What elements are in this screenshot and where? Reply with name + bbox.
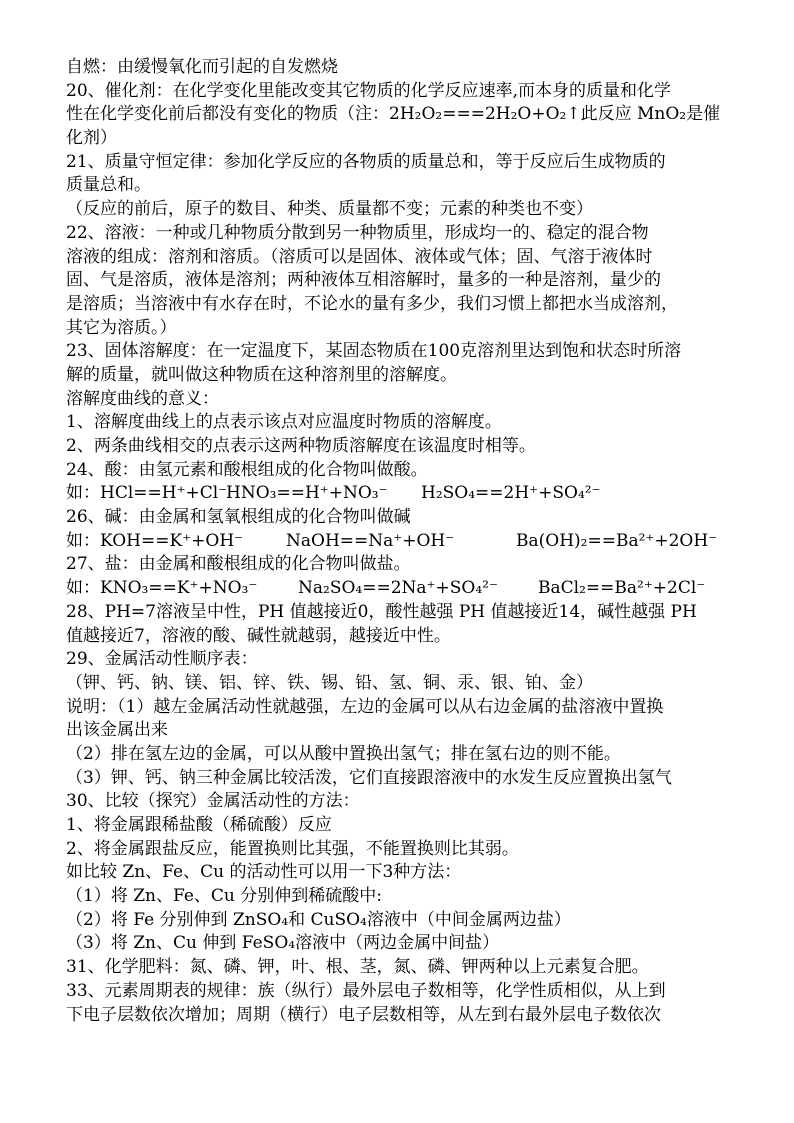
text-line: 值越接近7，溶液的酸、碱性就越弱，越接近中性。 bbox=[66, 625, 451, 646]
text-line: （3）钾、钙、钠三种金属比较活泼，它们直接跟溶液中的水发生反应置换出氢气 bbox=[66, 767, 672, 788]
text-line: 溶液的组成：溶剂和溶质。（溶质可以是固体、液体或气体；固、气溶于液体时 bbox=[66, 246, 653, 267]
ion-equation: NaOH==Na⁺+OH⁻ bbox=[286, 530, 455, 551]
text-line: 21、质量守恒定律：参加化学反应的各物质的质量总和，等于反应后生成物质的 bbox=[66, 151, 666, 172]
text-line: 出该金属出来 bbox=[66, 720, 168, 741]
document-page bbox=[66, 56, 738, 1027]
text-line: 2、将金属跟盐反应，能置换则比其强，不能置换则比其弱。 bbox=[66, 838, 519, 859]
text-line: 质量总和。 bbox=[66, 175, 151, 196]
text-line: 28、PH=7溶液呈中性，PH 值越接近0，酸性越强 PH 值越接近14，碱性越强 PH bbox=[66, 601, 697, 622]
base-ionization-examples bbox=[66, 530, 738, 554]
text-line: 解的质量，就叫做这种物质在这种溶剂里的溶解度。 bbox=[66, 364, 457, 385]
ion-equation: Ba(OH)₂==Ba²⁺+2OH⁻ bbox=[516, 530, 718, 551]
text-line: （反应的前后，原子的数目、种类、质量都不变；元素的种类也不变） bbox=[66, 199, 593, 220]
text-line: 26、碱：由金属和氢氧根组成的化合物叫做碱 bbox=[66, 507, 411, 528]
text-line: 2、两条曲线相交的点表示这两种物质溶解度在该温度时相等。 bbox=[66, 436, 536, 456]
ion-equation: 如：KNO₃==K⁺+NO₃⁻ bbox=[66, 578, 258, 599]
text-line: 自燃：由缓慢氧化而引起的自发燃烧 bbox=[66, 57, 338, 77]
text-line: 固、气是溶质，液体是溶剂；两种液体互相溶解时，量多的一种是溶剂，量少的 bbox=[66, 270, 661, 291]
text-line: 如比较 Zn、Fe、Cu 的活动性可以用一下3种方法： bbox=[66, 862, 462, 883]
text-line: 33、元素周期表的规律：族（纵行）最外层电子数相等，化学性质相似，从上到 bbox=[66, 980, 666, 1001]
text-line: 说明：（1）越左金属活动性就越强，左边的金属可以从右边金属的盐溶液中置换 bbox=[66, 696, 664, 717]
text-line: （2）排在氢左边的金属，可以从酸中置换出氢气；排在氢右边的则不能。 bbox=[66, 743, 621, 764]
text-line: 31、化学肥料：氮、磷、钾，叶、根、茎，氮、磷、钾两种以上元素复合肥。 bbox=[66, 957, 649, 978]
text-line: 20、催化剂：在化学变化里能改变其它物质的化学反应速率,而本身的质量和化学 bbox=[66, 80, 672, 101]
text-line: 29、金属活动性顺序表： bbox=[66, 649, 258, 670]
text-line: （2）将 Fe 分别伸到 ZnSO₄和 CuSO₄溶液中（中间金属两边盐） bbox=[66, 909, 571, 930]
text-line: 30、比较（探究）金属活动性的方法： bbox=[66, 791, 360, 812]
text-line: 其它为溶质。） bbox=[66, 317, 177, 338]
salt-ionization-examples bbox=[66, 577, 738, 601]
text-line: 1、将金属跟稀盐酸（稀硫酸）反应 bbox=[66, 815, 332, 835]
ion-equation: Na₂SO₄==2Na⁺+SO₄²⁻ bbox=[298, 578, 498, 599]
text-line: 性在化学变化前后都没有变化的物质（注：2H₂O₂===2H₂O+O₂↑此反应 MnO₂是催 bbox=[66, 104, 721, 125]
ion-equation: HNO₃==H⁺+NO₃⁻ bbox=[226, 483, 388, 504]
text-line: （钾、钙、钠、镁、铝、锌、铁、锡、铅、氢、铜、汞、银、铂、金） bbox=[66, 672, 593, 693]
ion-equation: 如：HCl==H⁺+Cl⁻ bbox=[66, 483, 228, 504]
text-line: 27、盐：由金属和酸根组成的化合物叫做盐。 bbox=[66, 554, 411, 575]
text-line: 22、溶液：一种或几种物质分散到另一种物质里，形成均一的、稳定的混合物 bbox=[66, 222, 649, 243]
text-line: 24、酸：由氢元素和酸根组成的化合物叫做酸。 bbox=[66, 459, 428, 480]
text-line: （3）将 Zn、Cu 伸到 FeSO₄溶液中（两边金属中间盐） bbox=[66, 933, 500, 954]
text-line: 1、溶解度曲线上的点表示该点对应温度时物质的溶解度。 bbox=[66, 412, 502, 433]
ion-equation: H₂SO₄==2H⁺+SO₄²⁻ bbox=[421, 483, 601, 504]
text-line: 23、固体溶解度：在一定温度下，某固态物质在100克溶剂里达到饱和状态时所溶 bbox=[66, 341, 682, 362]
text-line: 化剂） bbox=[66, 128, 117, 149]
ion-equation: 如：KOH==K⁺+OH⁻ bbox=[66, 530, 244, 551]
text-line: 是溶质；当溶液中有水存在时，不论水的量有多少，我们习惯上都把水当成溶剂， bbox=[66, 293, 678, 314]
acid-ionization-examples bbox=[66, 482, 738, 506]
ion-equation: BaCl₂==Ba²⁺+2Cl⁻ bbox=[538, 578, 706, 599]
text-line: 下电子层数依次增加；周期（横行）电子层数相等，从左到右最外层电子数依次 bbox=[66, 1004, 661, 1025]
text-line: （1）将 Zn、Fe、Cu 分别伸到稀硫酸中: bbox=[66, 886, 382, 907]
text-line: 溶解度曲线的意义： bbox=[66, 388, 219, 409]
